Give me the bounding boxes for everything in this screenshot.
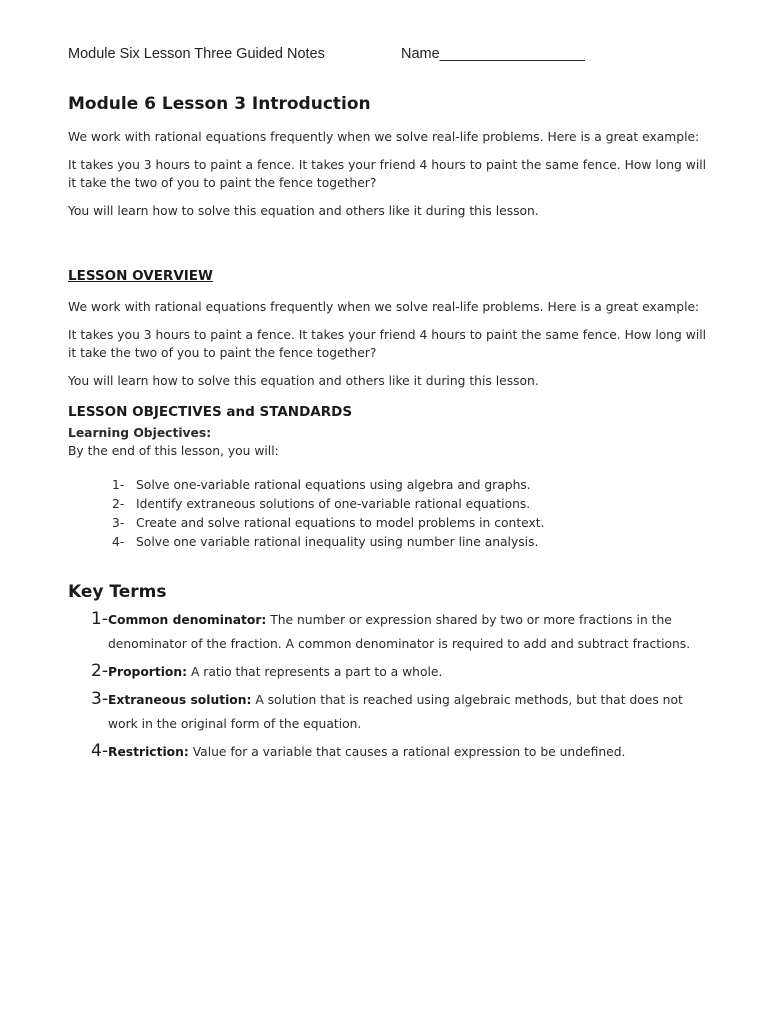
objective-item (112, 495, 708, 514)
overview-paragraph-2: It takes you 3 hours to paint a fence. It takes your friend 4 hours to paint the same fence. How long will it take the two of you to paint the fence together? (68, 328, 707, 360)
objective-text: Solve one-variable rational equations using algebra and graphs. (136, 478, 531, 492)
objective-number: 3- (112, 516, 125, 530)
intro-paragraph-2: It takes you 3 hours to paint a fence. It takes your friend 4 hours to paint the same fence. How long will it take the two of you to paint the fence together? (68, 158, 707, 190)
objective-item (112, 476, 708, 495)
key-term-item (68, 608, 708, 656)
intro-paragraph-3: You will learn how to solve this equation and others like it during this lesson. (68, 204, 539, 218)
key-term-label: Restriction: (108, 745, 189, 759)
document-content (68, 94, 708, 768)
key-term-item (68, 740, 708, 764)
key-term-number: 2- (91, 661, 108, 681)
objective-item (112, 514, 708, 533)
key-term-body (108, 740, 708, 764)
header-name-field: Name__________________ (401, 46, 585, 62)
key-terms-list (68, 608, 708, 764)
key-term-body (108, 688, 708, 736)
key-term-item (68, 688, 708, 736)
header-title: Module Six Lesson Three Guided Notes (68, 46, 325, 62)
key-term-body (108, 660, 708, 684)
key-term-label: Proportion: (108, 665, 188, 679)
objective-item (112, 533, 708, 552)
objectives-list (112, 476, 708, 552)
intro-title: Module 6 Lesson 3 Introduction (68, 94, 371, 114)
objective-text: Create and solve rational equations to model problems in context. (136, 516, 545, 530)
learning-objectives-label: Learning Objectives: (68, 426, 212, 440)
overview-title: LESSON OVERVIEW (68, 268, 213, 284)
key-terms-title: Key Terms (68, 582, 167, 602)
key-term-label: Extraneous solution: (108, 693, 252, 707)
overview-paragraph-1: We work with rational equations frequently when we solve real-life problems. Here is a great example: (68, 300, 700, 314)
key-term-body (108, 608, 708, 656)
overview-paragraph-3: You will learn how to solve this equation and others like it during this lesson. (68, 374, 539, 388)
key-term-number: 4- (91, 741, 108, 761)
objective-number: 4- (112, 535, 125, 549)
objective-number: 1- (112, 478, 125, 492)
key-term-label: Common denominator: (108, 613, 267, 627)
objective-number: 2- (112, 497, 125, 511)
objectives-intro: By the end of this lesson, you will: (68, 444, 279, 458)
intro-paragraph-1: We work with rational equations frequently when we solve real-life problems. Here is a great example: (68, 130, 700, 144)
objective-text: Identify extraneous solutions of one-variable rational equations. (136, 497, 531, 511)
key-term-number: 3- (91, 689, 108, 709)
key-term-definition: A ratio that represents a part to a whole. (187, 665, 443, 679)
key-term-definition: The number or expression shared by two or more fractions in the denominator of the fraction. A common denominator is required to add and subtract fractions. (108, 613, 691, 651)
objective-text: Solve one variable rational inequality using number line analysis. (136, 535, 539, 549)
objectives-title: LESSON OBJECTIVES and STANDARDS (68, 404, 353, 420)
key-term-number: 1- (91, 609, 108, 629)
key-term-definition: A solution that is reached using algebraic methods, but that does not work in the original form of the equation. (108, 693, 683, 731)
key-term-item (68, 660, 708, 684)
key-term-definition: Value for a variable that causes a rational expression to be undefined. (188, 745, 626, 759)
